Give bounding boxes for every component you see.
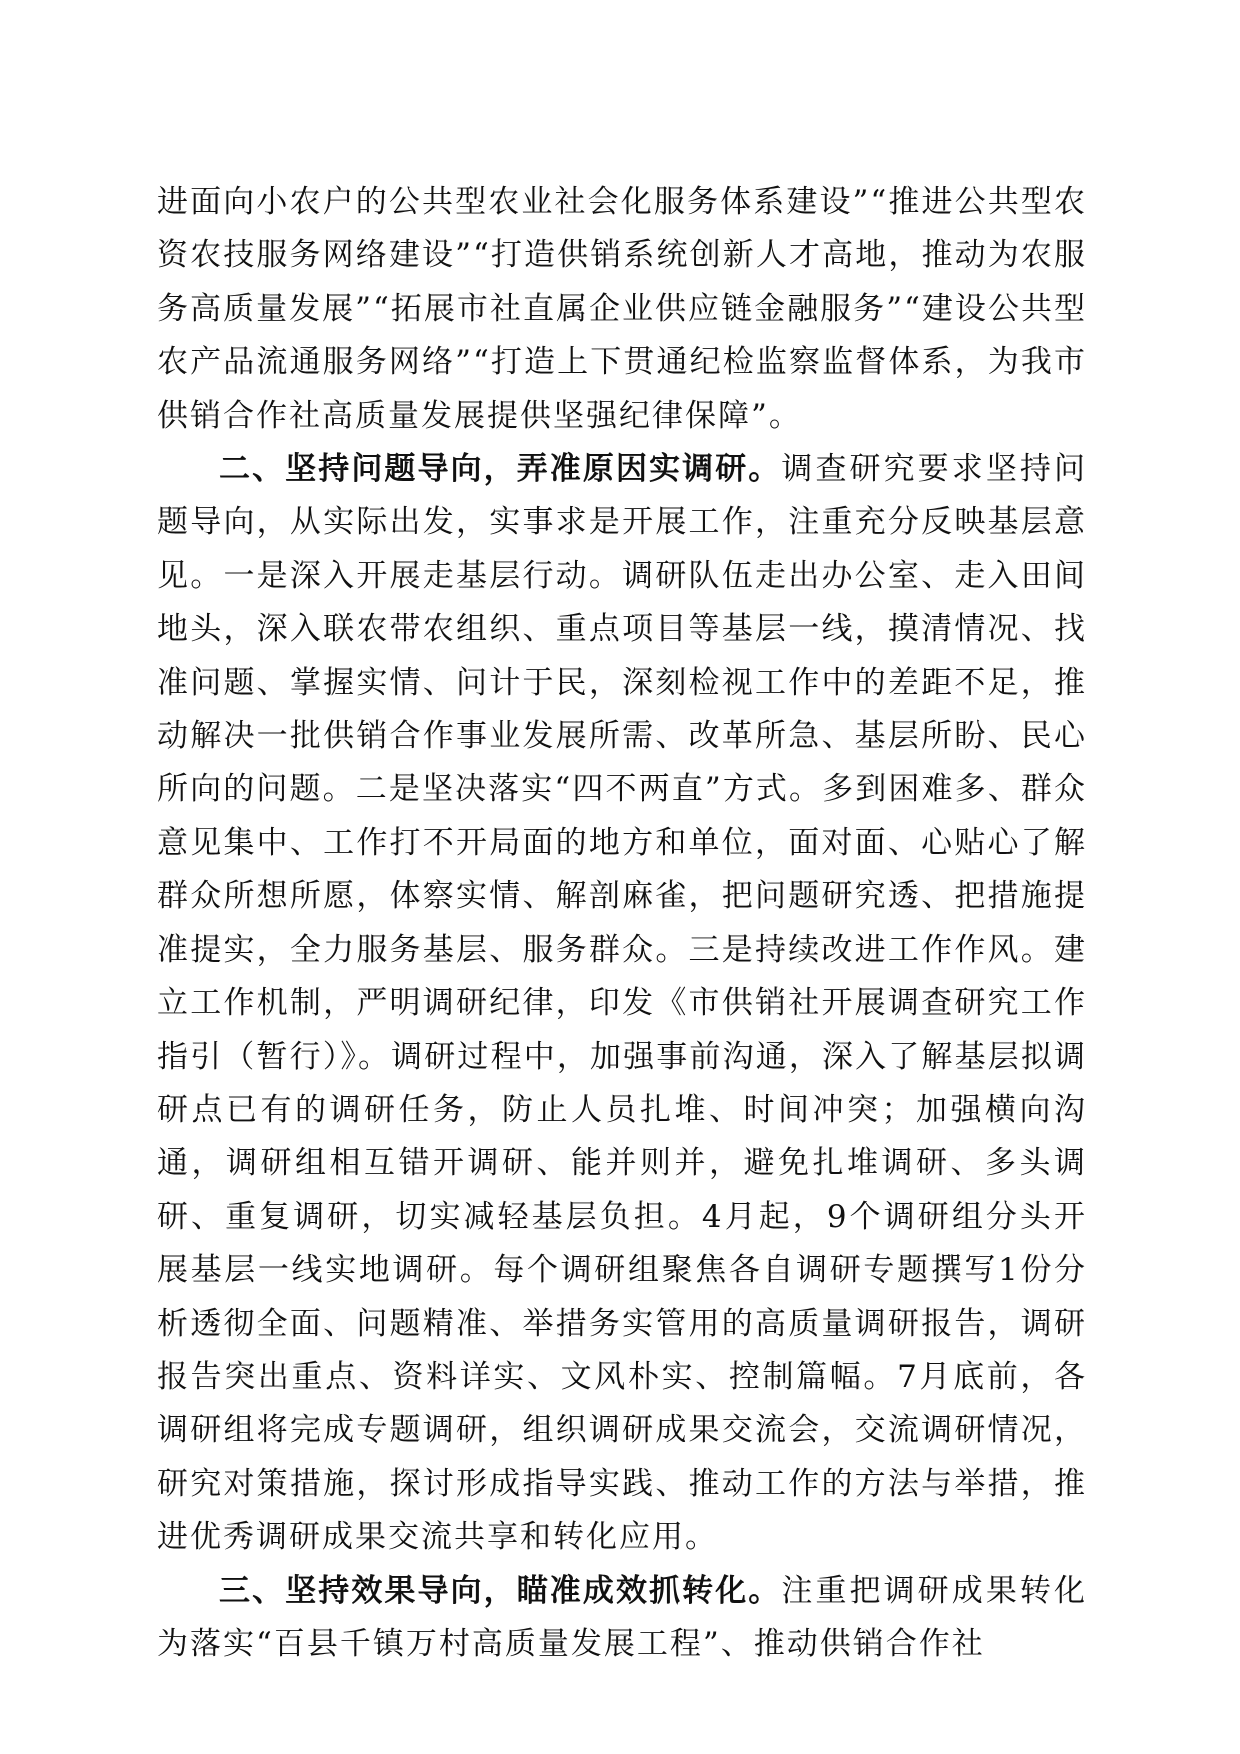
section-3-paragraph (157, 1565, 1087, 1672)
section-3-heading: 三、坚持效果导向，瞄准成效抓转化。 (219, 1572, 782, 1609)
section-2-body: 调查研究要求坚持问题导向，从实际出发，实事求是开展工作，注重充分反映基层意见。一是深入开展走基层行动。调研队伍走出办公室、走入田间地头，深入联农带农组织、重点项目等基层一线，摸清情况、找准问题、掌握实情、问计于民，深刻检视工作中的差距不足，推动解决一批供销合作事业发展所需、改革所急、基层所盼、民心所向的问题。二是坚决落实“四不两直”方式。多到困难多、群众意见集中、工作打不开局面的地方和单位，面对面、心贴心了解群众所想所愿，体察实情、解剖麻雀，把问题研究透、把措施提准提实，全力服务基层、服务群众。三是持续改进工作作风。建立工作机制，严明调研纪律，印发《市供销社开展调查研究工作指引（暂行）》。调研过程中，加强事前沟通，深入了解基层拟调研点已有的调研任务，防止人员扎堆、时间冲突；加强横向沟通，调研组相互错开调研、能并则并，避免扎堆调研、多头调研、重复调研，切实减轻基层负担。4月起，9个调研组分头开展基层一线实地调研。每个调研组聚焦各自调研专题撰写1份分析透彻全面、问题精准、举措务实管用的高质量调研报告，调研报告突出重点、资料详实、文风朴实、控制篇幅。7月底前，各调研组将完成专题调研，组织调研成果交流会，交流调研情况，研究对策措施，探讨形成指导实践、推动工作的方法与举措，推进优秀调研成果交流共享和转化应用。 (157, 451, 1087, 1556)
section-3-body: 注重把调研成果转化为落实“百县千镇万村高质量发展工程”、推动供销合作社 (157, 1572, 1087, 1662)
paragraph-continuation: 进面向小农户的公共型农业社会化服务体系建设”“推进公共型农资农技服务网络建设”“打造供销系统创新人才高地，推动为农服务高质量发展”“拓展市社直属企业供应链金融服务”“建设公共型农产品流通服务网络”“打造上下贯通纪检监察监督体系，为我市供销合作社高质量发展提供坚强纪律保障”。 (157, 184, 1087, 434)
document-page (157, 176, 1087, 1671)
section-2-paragraph (157, 443, 1087, 1565)
section-2-heading: 二、坚持问题导向，弄准原因实调研。 (219, 451, 782, 488)
